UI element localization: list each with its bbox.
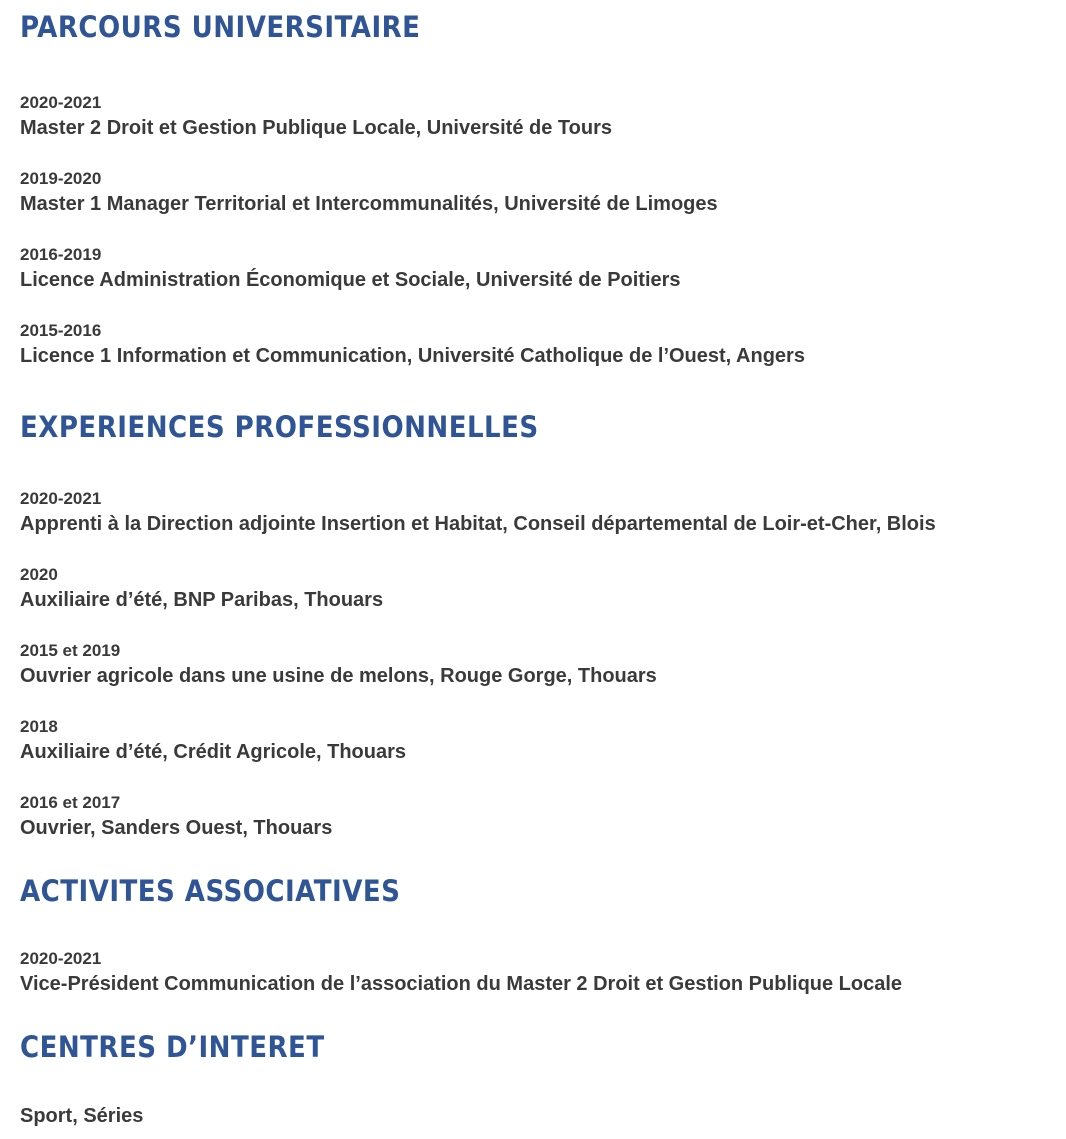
entry-years: 2020-2021 (20, 93, 102, 112)
entry-description: Ouvrier agricole dans une usine de melons, Rouge Gorge, Thouars (20, 665, 657, 687)
education-entry (20, 93, 612, 142)
entry-years: 2020-2021 (20, 489, 102, 508)
experience-entry (20, 793, 332, 842)
entry-years: 2020 (20, 565, 58, 584)
education-entry (20, 245, 681, 294)
entry-years: 2018 (20, 717, 58, 736)
entry-description: Auxiliaire d’été, Crédit Agricole, Thouars (20, 741, 407, 763)
entry-description: Master 2 Droit et Gestion Publique Locale, Université de Tours (20, 117, 612, 139)
interests-text: Sport, Séries (20, 1105, 144, 1127)
association-entry (20, 949, 902, 998)
entry-description: Licence 1 Information et Communication, Université Catholique de l’Ouest, Angers (20, 345, 805, 367)
entry-description: Vice-Président Communication de l’association du Master 2 Droit et Gestion Publique Locale (20, 973, 903, 995)
interests-section-title: CENTRES D’INTERET (20, 1030, 325, 1064)
experience-entry (20, 489, 936, 538)
entry-years: 2020-2021 (20, 949, 102, 968)
education-entry (20, 321, 805, 370)
experience-entry (20, 565, 383, 614)
entry-description: Ouvrier, Sanders Ouest, Thouars (20, 817, 333, 839)
experience-entry (20, 717, 406, 766)
entry-years: 2016 et 2017 (20, 793, 121, 812)
education-section-title: PARCOURS UNIVERSITAIRE (20, 10, 421, 44)
entry-description: Licence Administration Économique et Sociale, Université de Poitiers (20, 269, 681, 291)
entry-description: Auxiliaire d’été, BNP Paribas, Thouars (20, 589, 384, 611)
experience-section-title: EXPERIENCES PROFESSIONNELLES (20, 410, 539, 444)
entry-years: 2016-2019 (20, 245, 102, 264)
education-entry (20, 169, 718, 218)
entry-description: Master 1 Manager Territorial et Intercommunalités, Université de Limoges (20, 193, 718, 215)
associations-section-title: ACTIVITES ASSOCIATIVES (20, 874, 401, 908)
entry-years: 2015 et 2019 (20, 641, 121, 660)
entry-years: 2019-2020 (20, 169, 102, 188)
entry-description: Apprenti à la Direction adjointe Insertion et Habitat, Conseil départemental de Loir-et-Cher, Blois (20, 513, 936, 535)
entry-years: 2015-2016 (20, 321, 102, 340)
experience-entry (20, 641, 657, 690)
